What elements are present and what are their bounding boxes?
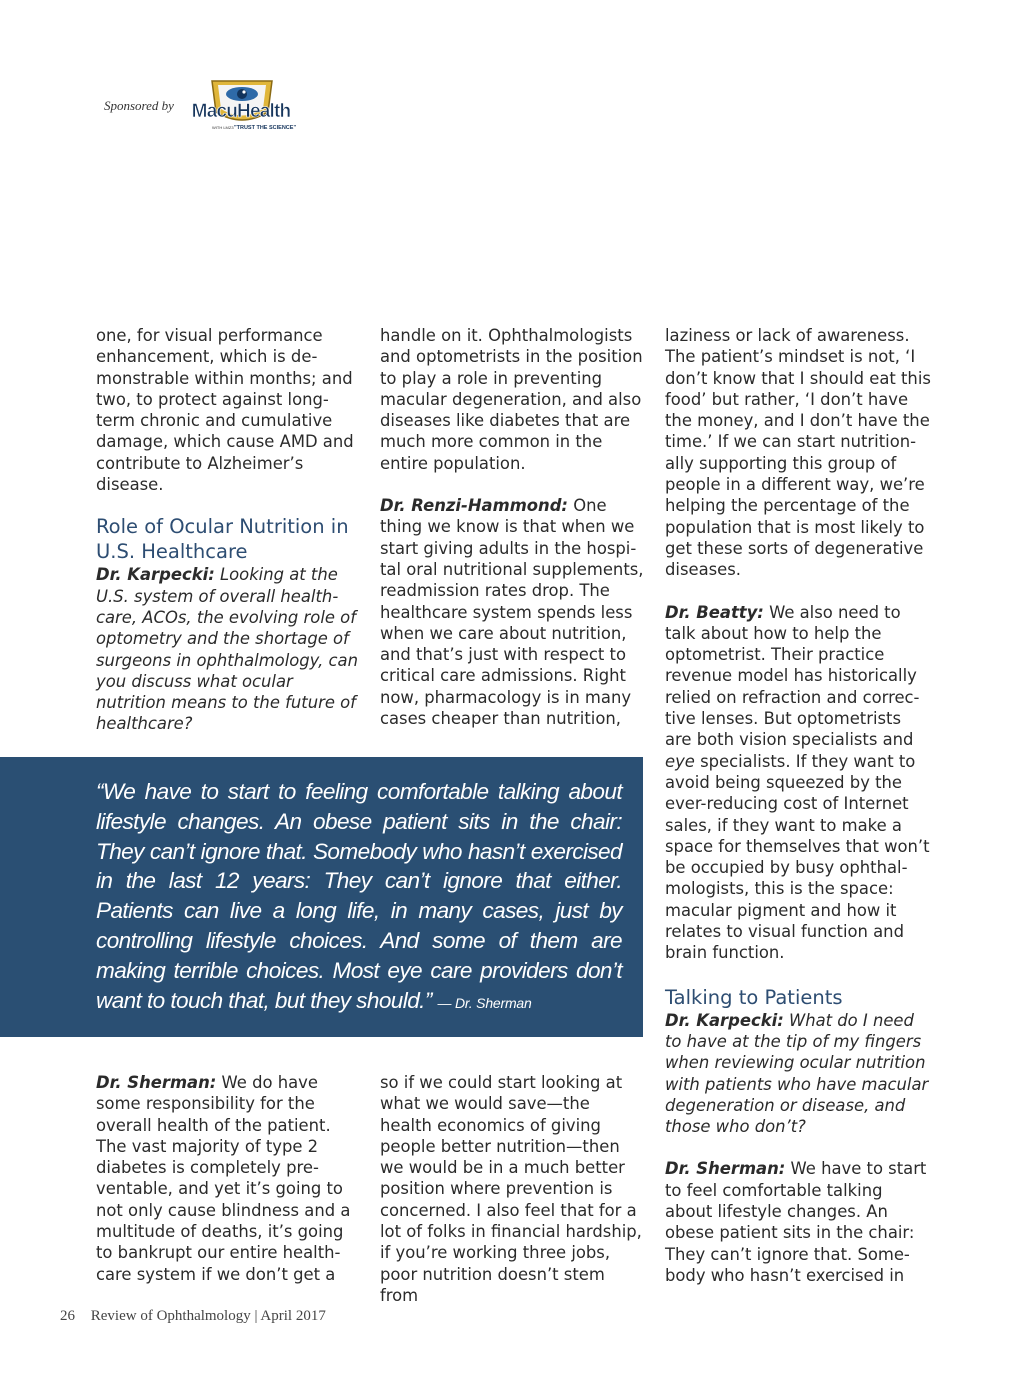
answer-paragraph	[96, 1072, 358, 1285]
svg-text:WITH LMZ3: WITH LMZ3	[211, 125, 234, 130]
question-text: What do I need to have at the tip of my fingers when reviewing ocular nutrition with patients who have macular degeneration or disease, and those who don’t?	[665, 1010, 929, 1137]
question-paragraph	[665, 1010, 931, 1138]
section-heading: Role of Ocular Nutrition in U.S. Healthcare	[96, 515, 349, 564]
answer-paragraph	[665, 602, 931, 964]
column-1-bottom	[96, 1072, 358, 1285]
speaker-name: Dr. Sherman:	[665, 1159, 786, 1179]
speaker-name: Dr. Sherman:	[96, 1073, 217, 1092]
answer-text: We do have some responsibility for the overall health of the patient. The vast majority of type 2 diabetes is completely preventable, and yet it’s going to not only cause blindness and a multitude of deaths, it’s going to bankrupt our entire healthcare system if we don’t get a	[96, 1073, 351, 1284]
column-2-top	[380, 325, 644, 729]
page-number: 26	[60, 1308, 75, 1324]
speaker-name: Dr. Renzi-Hammond:	[380, 496, 568, 516]
section-heading: Talking to Patients	[665, 985, 843, 1009]
column-1-top	[96, 325, 358, 735]
macuhealth-logo	[182, 78, 300, 134]
question-paragraph	[96, 564, 358, 734]
answer-text: specialists. If they want to avoid being squeezed by the ever-reducing cost of Internet sales, if they want to make a space for themselves that won’t be occupied by busy ophthalmologists, this is the space: macular pigment and how it relates to visual function and brain function.	[665, 751, 930, 963]
page-footer	[60, 1308, 326, 1325]
paragraph: laziness or lack of awareness. The patient’s mindset is not, ‘I don’t know that I should eat this food’ but rather, ‘I don’t have the money, and I don’t have the time.’ If we can start nutritionally supporting this group of people in a different way, we’re helping the percentage of the population that is most likely to get these sorts of degenerative diseases.	[665, 326, 931, 580]
pullquote-body: “We have to start to feeling comfortable talking about lifestyle changes. An obese patient sits in the chair: They can’t ignore that. Somebody who hasn’t exercised in the last 12 years: They can’t ignore that either. Patients can live a long life, in many cases, just by controlling lifestyle choices. And some of them are making terrible choices. Most eye care providers don’t want to touch that, but they should.”	[96, 779, 622, 1013]
column-2-bottom	[380, 1072, 644, 1306]
sponsor-block	[104, 78, 300, 134]
answer-text: We also need to talk about how to help the optometrist. Their practice revenue model has historically relied on refraction and corrective lenses. But optometrists are both vision specialists and	[665, 602, 920, 750]
speaker-name: Dr. Karpecki:	[96, 565, 215, 585]
pullquote-text	[96, 777, 622, 1018]
column-3	[665, 325, 931, 1286]
svg-text:"TRUST THE SCIENCE": "TRUST THE SCIENCE"	[233, 125, 296, 131]
publication-info: Review of Ophthalmology | April 2017	[90, 1308, 326, 1324]
paragraph: so if we could start looking at what we would save—the health economics of giving people better nutrition—then we would be in a much better position where prevention is concerned. I also feel that for a lot of folks in financial hardship, if you’re working three jobs, poor nutrition doesn’t stem from	[380, 1073, 642, 1305]
sponsor-label: Sponsored by	[104, 98, 174, 113]
answer-text: One thing we know is that when we start giving adults in the hospital oral nutritional supplements, readmission rates drop. The healthcare system spends less when we care about nutrition, and that’s just with respect to critical care admissions. Right now, pharmacology is in many cases cheaper than nutrition,	[380, 496, 644, 729]
question-text: Looking at the U.S. system of overall healthcare, ACOs, the evolving role of optometry and the shortage of surgeons in ophthalmology, can you discuss what ocular nutrition means to the future of healthcare?	[96, 565, 358, 734]
answer-text: We have to start to feel comfortable talking about lifestyle changes. An obese patient sits in the chair: They can’t ignore that. Somebody who hasn’t exercised in	[665, 1159, 927, 1285]
answer-paragraph	[380, 495, 644, 729]
speaker-name: Dr. Beatty:	[665, 602, 764, 622]
speaker-name: Dr. Karpecki:	[665, 1010, 784, 1030]
svg-text:MacuHealth: MacuHealth	[191, 101, 291, 122]
paragraph: one, for visual performance enhancement, which is demonstrable within months; and two, to protect against long-term chronic and cumulative damage, which cause AMD and contribute to Alzheimer’s disease.	[96, 326, 354, 495]
paragraph: handle on it. Ophthalmologists and optometrists in the position to play a role in preventing macular degeneration, and also diseases like diabetes that are much more common in the entire population.	[380, 326, 643, 473]
emphasis: eye	[665, 751, 695, 771]
pullquote-attribution: — Dr. Sherman	[437, 994, 532, 1011]
answer-paragraph	[665, 1158, 931, 1286]
